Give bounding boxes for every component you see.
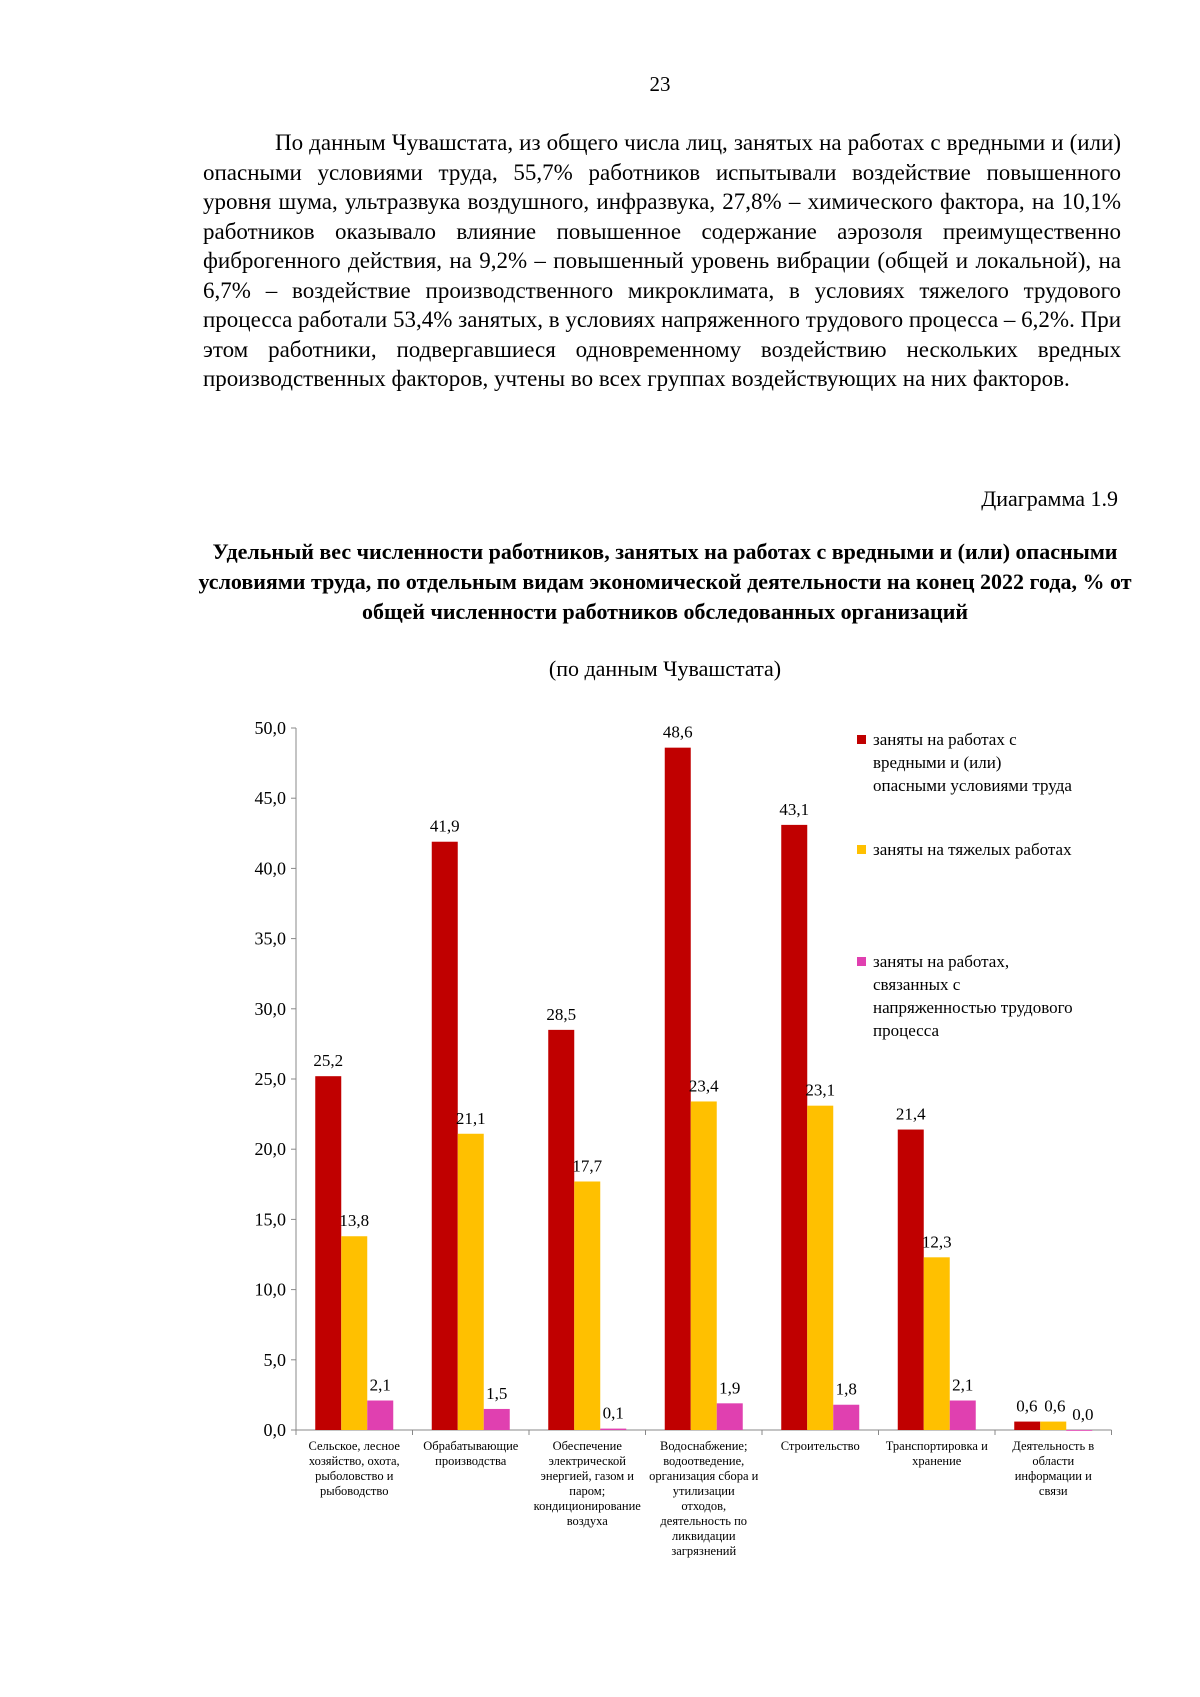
data-label: 21,1 [455,1108,486,1128]
x-category-label: хранение [912,1454,962,1468]
x-category-label: хозяйство, охота, [308,1454,400,1468]
legend-swatch [857,735,866,744]
bar-series-1-1 [315,1076,341,1430]
bar-series-3-5 [833,1405,859,1430]
bar-series-2-6 [924,1257,950,1430]
y-tick-label: 40,0 [254,858,286,879]
legend-label: заняты на работах, [873,952,1010,971]
y-tick-label: 5,0 [263,1349,286,1370]
data-label: 1,5 [486,1383,508,1403]
x-category-label: Деятельность в [1012,1439,1095,1453]
x-category-label: производства [435,1454,507,1468]
bar-series-3-3 [600,1429,626,1430]
legend-item [857,950,1127,1042]
diagram-label: Диаграмма 1.9 [981,486,1118,511]
x-category-label: энергией, газом и [540,1469,634,1483]
x-category-label: воздуха [566,1514,608,1528]
legend-label: заняты на работах с [873,730,1017,749]
x-category-label: организация сбора и [649,1469,759,1483]
x-category-label: Транспортировка и [885,1439,988,1453]
data-label: 1,8 [835,1379,857,1399]
bar-series-2-7 [1040,1422,1066,1430]
legend-item [857,728,1127,797]
legend-label: заняты на тяжелых работах [873,840,1072,859]
chart-title: Удельный вес численности работников, занятых на работах с вредными и (или) опасными условиями труда, по отдельным видам экономической деятельности на конец 2022 года, % от общей численности работников обследованных организаций [198,539,1132,624]
x-category-label: электрической [548,1454,626,1468]
bar-series-1-5 [781,825,807,1430]
data-label: 0,1 [602,1403,624,1423]
x-category-label: связи [1038,1484,1068,1498]
bar-series-3-6 [950,1401,976,1430]
y-tick-label: 20,0 [254,1139,286,1160]
x-category-label: деятельность по [660,1514,748,1528]
bar-series-2-2 [458,1134,484,1430]
y-tick-label: 35,0 [254,928,286,949]
x-category-label: Обеспечение [552,1439,622,1453]
data-label: 12,3 [921,1232,952,1252]
data-label: 1,9 [719,1378,741,1398]
bar-series-3-4 [717,1403,743,1430]
page-number: 23 [649,72,671,96]
data-label: 25,2 [313,1051,344,1071]
bar-series-3-7 [1066,1430,1092,1431]
bar-series-3-1 [367,1401,393,1430]
legend-label: опасными условиями труда [873,776,1072,795]
bar-series-2-5 [807,1106,833,1430]
data-label: 0,6 [1044,1396,1066,1416]
y-tick-label: 0,0 [263,1420,286,1440]
x-category-label: рыболовство и [315,1469,394,1483]
x-category-label: Строительство [780,1439,860,1453]
bar-series-1-2 [432,842,458,1430]
x-category-label: Водоснабжение; [660,1439,748,1453]
data-label: 2,1 [369,1375,391,1395]
bar-series-3-2 [484,1409,510,1430]
data-label: 21,4 [895,1104,926,1124]
y-tick-label: 45,0 [254,788,286,809]
data-label: 41,9 [429,816,460,836]
body-paragraph: По данным Чувашстата, из общего числа лиц, занятых на работах с вредными и (или) опасными условиями труда, 55,7% работников испытывали воздействие повышенного уровня шума, ультразвука воздушного, инфразвука, 27,8% – химического фактора, на 10,1% работников оказывало влияние повышенное содержание аэрозоля преимущественно фиброгенного действия, на 9,2% – повышенный уровень вибрации (общей и локальной), на 6,7% – воздействие производственного микроклимата, в условиях тяжелого трудового процесса работали 53,4% занятых, в условиях напряженного трудового процесса – 6,2%. При этом работники, подвергавшиеся одновременному воздействию нескольких вредных производственных факторов, учтены во всех группах воздействующих на них факторов. [203,130,1121,391]
legend-label: процесса [873,1021,940,1040]
y-tick-label: 30,0 [254,998,286,1019]
x-category-label: кондиционирование [533,1499,641,1513]
data-label: 48,6 [662,722,693,742]
bar-series-1-3 [548,1030,574,1430]
data-label: 0,6 [1016,1396,1038,1416]
x-category-label: информации и [1014,1469,1092,1483]
data-label: 43,1 [779,799,810,819]
data-label: 17,7 [572,1156,603,1176]
bar-series-1-4 [665,748,691,1430]
data-label: 13,8 [339,1211,370,1231]
y-tick-label: 50,0 [254,718,286,738]
y-tick-label: 10,0 [254,1279,286,1300]
bar-series-1-6 [898,1130,924,1430]
x-category-label: области [1032,1454,1075,1468]
x-category-label: рыбоводство [320,1484,389,1498]
bar-series-2-1 [341,1236,367,1430]
x-category-label: отходов, [681,1499,727,1513]
y-tick-label: 15,0 [254,1209,286,1230]
x-category-label: загрязнений [671,1544,737,1558]
bar-series-2-4 [691,1101,717,1430]
x-category-label: ликвидации [671,1529,736,1543]
legend-swatch [857,957,866,966]
data-label: 28,5 [546,1004,577,1024]
y-tick-label: 25,0 [254,1069,286,1089]
bar-series-2-3 [574,1181,600,1430]
x-category-label: Сельское, лесное [308,1439,400,1453]
legend-label: напряженностью трудового [873,998,1073,1017]
x-category-label: утилизации [672,1484,735,1498]
data-label: 23,4 [688,1076,719,1096]
legend-item [857,838,1127,861]
legend-swatch [857,845,866,854]
bar-series-1-7 [1014,1422,1040,1430]
legend-label: связанных с [873,975,961,994]
x-category-label: водоотведение, [663,1454,745,1468]
legend-label: вредными и (или) [873,753,1002,772]
data-label: 23,1 [805,1080,836,1100]
data-label: 2,1 [952,1375,974,1395]
x-category-label: Обрабатывающие [423,1439,519,1453]
chart-subtitle: (по данным Чувашстата) [548,656,782,681]
data-label: 0,0 [1072,1405,1094,1424]
x-category-label: паром; [569,1484,606,1498]
